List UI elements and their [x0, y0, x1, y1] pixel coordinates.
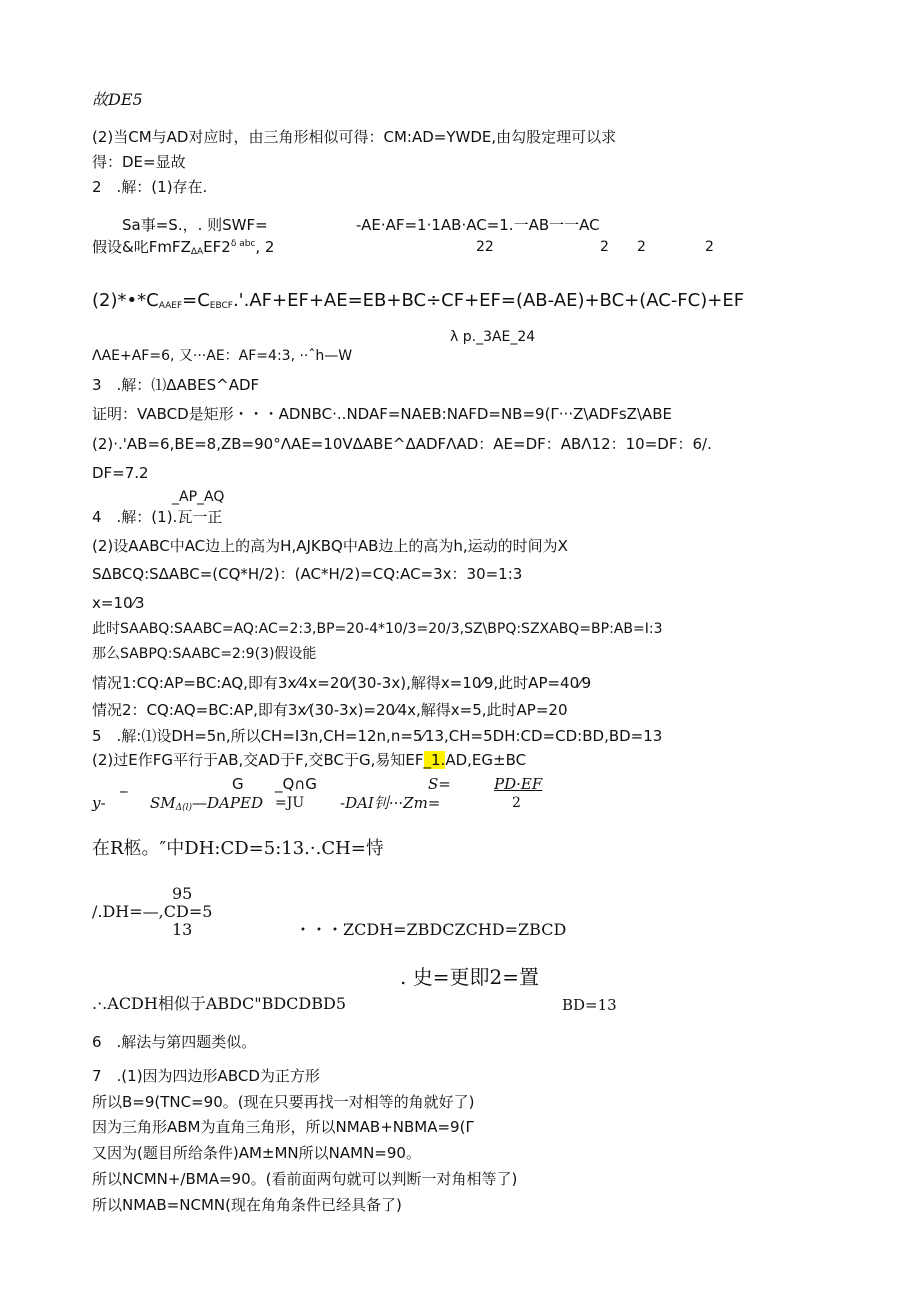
- subscript: EBCF: [209, 301, 233, 311]
- text-line: 95: [172, 884, 193, 903]
- text-line: . 史=更即2=置: [400, 965, 539, 989]
- text-line: 证明：VABCD是矩形・・・ADNBC·..NDAF=NAEB:NAFD=NB=9(Γ···Z\ADFsZ\ABE: [92, 405, 673, 423]
- text-line: =JU: [275, 795, 305, 811]
- subscript: Δ(l): [175, 803, 193, 813]
- text-line: 2: [705, 239, 714, 255]
- text-line: (2)设AABC中AC边上的高为H,AJKBQ中AB边上的高为h,运动的时间为X: [92, 537, 568, 555]
- text-line: 那么SABPQ:SAABC=2:9(3)假设能: [92, 646, 317, 662]
- text-run: (2)过E作FG平行于AB,交AD于F,交BC于G,易知EF: [92, 751, 424, 769]
- text-run: .'.AF+EF+AE=EB+BC÷CF+EF=(AB-AE)+BC+(AC-FC)+EF: [232, 290, 745, 311]
- text-line: (2)当CM与AD对应时，由三角形相似可得：CM:AD=YWDE,由勾股定理可以求: [92, 128, 617, 146]
- text-run: —DAPED: [192, 794, 263, 812]
- text-line: _AP_AQ: [172, 489, 225, 505]
- text-line: G: [232, 775, 244, 793]
- text-line: S=: [428, 775, 451, 793]
- text-run: , 2: [255, 238, 275, 256]
- text-run: EF2: [203, 238, 231, 256]
- text-line: 此时SAABQ:SAABC=AQ:AC=2:3,BP=20-4*10/3=20/3,SZ\BPQ:SZXABQ=BP:AB=I:3: [92, 621, 663, 637]
- text-line: [150, 796, 263, 813]
- text-line: _Q∩G: [275, 775, 317, 793]
- text-line: 情况2：CQ:AQ=BC:AP,即有3x⁄(30-3x)=20⁄4x,解得x=5,此时AP=20: [92, 701, 568, 719]
- text-line: 22: [476, 239, 494, 255]
- text-line: /.DH=—,CD=5: [92, 902, 213, 921]
- text-run: SM: [150, 794, 176, 812]
- text-line: _: [120, 775, 128, 793]
- text-line: -AE·AF=1·1AB·AC=1.一AB一一AC: [356, 216, 600, 234]
- text-line: λ p._3AE_24: [450, 329, 536, 345]
- subscript: AAEF: [158, 301, 183, 311]
- text-line: [92, 292, 744, 311]
- text-line: 所以B=9(TNC=90。(现在只要再找一对相等的角就好了): [92, 1093, 475, 1111]
- text-run: 假设&叱FmFZ: [92, 238, 191, 256]
- text-line: ・・・ZCDH=ZBDCZCHD=ZBCD: [295, 920, 567, 939]
- text-line: 故DE5: [92, 90, 143, 109]
- text-line: [92, 753, 526, 768]
- text-line: 13: [172, 920, 193, 939]
- text-line: Sa事=S.，. 则SWF=: [122, 216, 268, 234]
- text-line: 6 .解法与第四题类似。: [92, 1033, 257, 1051]
- text-line: PD·EF: [494, 775, 543, 793]
- text-line: 3 .解：⑴ΔABES^ADF: [92, 376, 260, 394]
- text-line: [92, 240, 274, 257]
- superscript: δ abc: [230, 239, 256, 249]
- text-line: 因为三角形ABM为直角三角形，所以NMAB+NBMA=9(Γ: [92, 1118, 474, 1136]
- text-run: =C: [182, 290, 210, 311]
- text-line: -DAI钊···Zm=: [340, 794, 441, 812]
- text-line: 2: [600, 239, 609, 255]
- text-line: 所以NMAB=NCMN(现在角角条件已经具备了): [92, 1196, 402, 1214]
- text-line: x=10⁄3: [92, 594, 145, 612]
- subscript: ΔA: [190, 247, 204, 257]
- highlighted-text: _1.: [423, 751, 446, 769]
- text-line: ΛAE+AF=6, 又···AE：AF=4:3, ··ˆh—W: [92, 348, 353, 364]
- text-run: (2)*•*C: [92, 290, 159, 311]
- text-line: 在R柩。″中DH:CD=5:13.·.CH=恃: [92, 838, 384, 859]
- text-line: 得：DE=显故: [92, 153, 186, 171]
- text-line: 5 .解:⑴设DH=5n,所以CH=I3n,CH=12n,n=5⁄13,CH=5DH:CD=CD:BD,BD=13: [92, 727, 663, 745]
- text-line: (2)·.'AB=6,BE=8,ZB=90°ΛAE=10VΔABE^ΔADFΛAD：AE=DF：ABΛ12：10=DF：6/.: [92, 435, 712, 453]
- text-line: 2: [512, 795, 521, 811]
- text-line: 4 .解：(1).瓦一正: [92, 508, 223, 526]
- text-line: 7 .(1)因为四边形ABCD为正方形: [92, 1067, 320, 1085]
- text-line: .·.ACDH相似于ABDC"BDCDBD5: [92, 994, 347, 1013]
- text-line: y-: [92, 794, 106, 812]
- text-line: 情况1:CQ:AP=BC:AQ,即有3x⁄4x=20⁄(30-3x),解得x=10⁄9,此时AP=40⁄9: [92, 674, 592, 692]
- text-line: 又因为(题目所给条件)AM±MN所以NAMN=90。: [92, 1144, 421, 1162]
- text-line: 2: [637, 239, 646, 255]
- text-line: BD=13: [562, 996, 617, 1014]
- text-line: 2 .解：(1)存在.: [92, 178, 208, 196]
- text-line: SΔBCQ:SΔABC=(CQ*H/2)：(AC*H/2)=CQ:AC=3x：30=1:3: [92, 565, 523, 583]
- text-line: DF=7.2: [92, 464, 149, 482]
- text-run: AD,EG±BC: [445, 751, 527, 769]
- text-line: 所以NCMN+/BMA=90。(看前面两句就可以判断一对角相等了): [92, 1170, 518, 1188]
